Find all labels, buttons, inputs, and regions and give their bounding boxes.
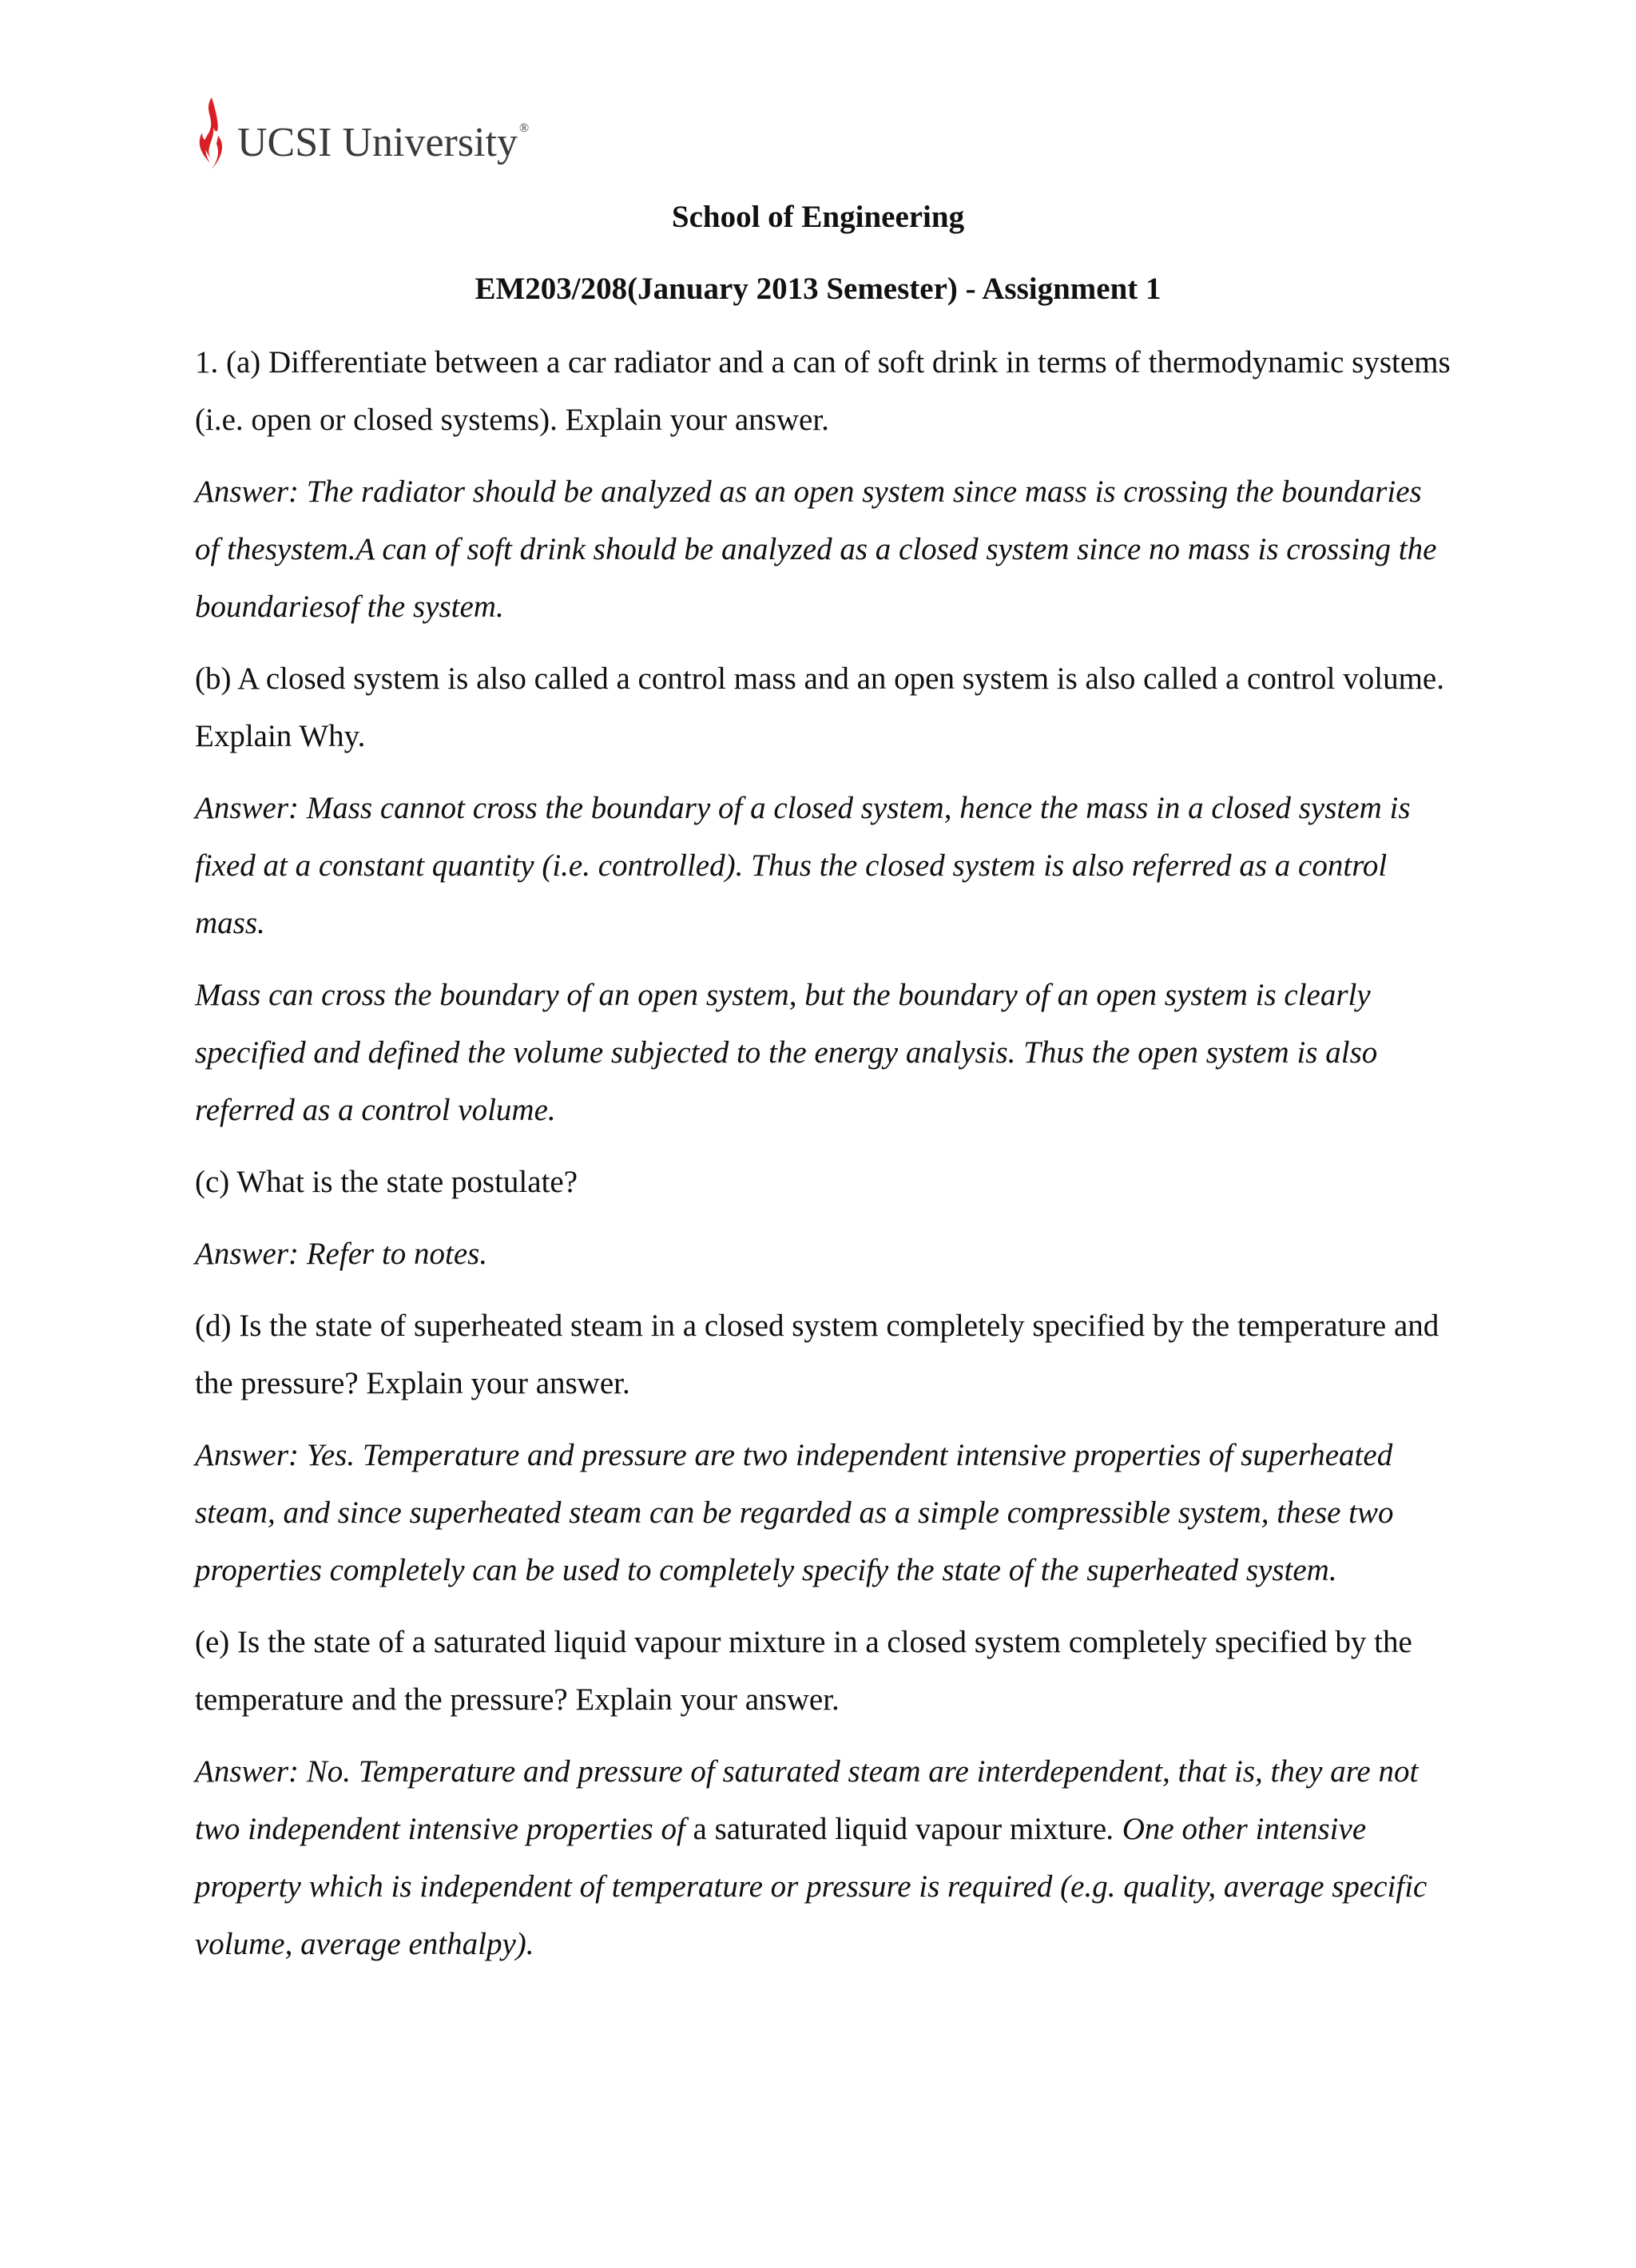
question-1c: (c) What is the state postulate? — [195, 1165, 578, 1199]
answer-1d: Answer: Yes. Temperature and pressure are two independent intensive properties of superheated steam, and since superheated steam can be regarded as a simple compressible system, these two properties completely can be used to completely specify the state of the superheated system. — [195, 1438, 1394, 1587]
answer-1e-before: Answer: No. Temperature and pressure of saturated steam are interdependent, that is, they are not two independent intensive properties of — [195, 1754, 1419, 1846]
logo-text: UCSI University — [237, 120, 518, 165]
question-1e: (e) Is the state of a saturated liquid vapour mixture in a closed system completely specified by the temperature and the pressure? Explain your answer. — [195, 1625, 1412, 1717]
answer-1e-after: . One other intensive property which is independent of temperature or pressure is required (e.g. quality, average specific volume, average enthalpy). — [195, 1812, 1428, 1961]
question-1a: 1. (a) Differentiate between a car radiator and a can of soft drink in terms of thermodynamic systems (i.e. open or closed systems). Explain your answer. — [195, 345, 1451, 437]
answer-1a: Answer: The radiator should be analyzed as an open system since mass is crossing the boundaries of thesystem.A can of soft drink should be analyzed as a closed system since no mass is crossing the boundariesof the system. — [195, 475, 1437, 624]
question-1d: (d) Is the state of superheated steam in a closed system completely specified by the temperature and the pressure? Explain your answer. — [195, 1309, 1439, 1400]
logo-registered-mark: ® — [519, 121, 530, 135]
answer-1e-upright: a saturated liquid vapour mixture — [693, 1812, 1107, 1846]
question-1b: (b) A closed system is also called a control mass and an open system is also called a control volume. Explain Why. — [195, 661, 1444, 753]
answer-1c: Answer: Refer to notes. — [195, 1237, 488, 1271]
answer-1b-part1: Answer: Mass cannot cross the boundary of a closed system, hence the mass in a closed system is fixed at a constant quantity (i.e. controlled). Thus the closed system is also referred as a control mass. — [195, 791, 1411, 940]
logo-wordmark — [237, 122, 529, 164]
assignment-heading: EM203/208(January 2013 Semester) - Assignment 1 — [475, 272, 1161, 306]
school-heading: School of Engineering — [671, 200, 965, 234]
assignment-content — [195, 334, 1451, 1988]
answer-1e — [195, 1743, 1451, 1973]
university-logo — [194, 94, 529, 174]
answer-1b-part2: Mass can cross the boundary of an open system, but the boundary of an open system is clearly specified and defined the volume subjected to the energy analysis. Thus the open system is also referred as a control volume. — [195, 978, 1378, 1127]
flame-logo-icon — [194, 96, 231, 173]
